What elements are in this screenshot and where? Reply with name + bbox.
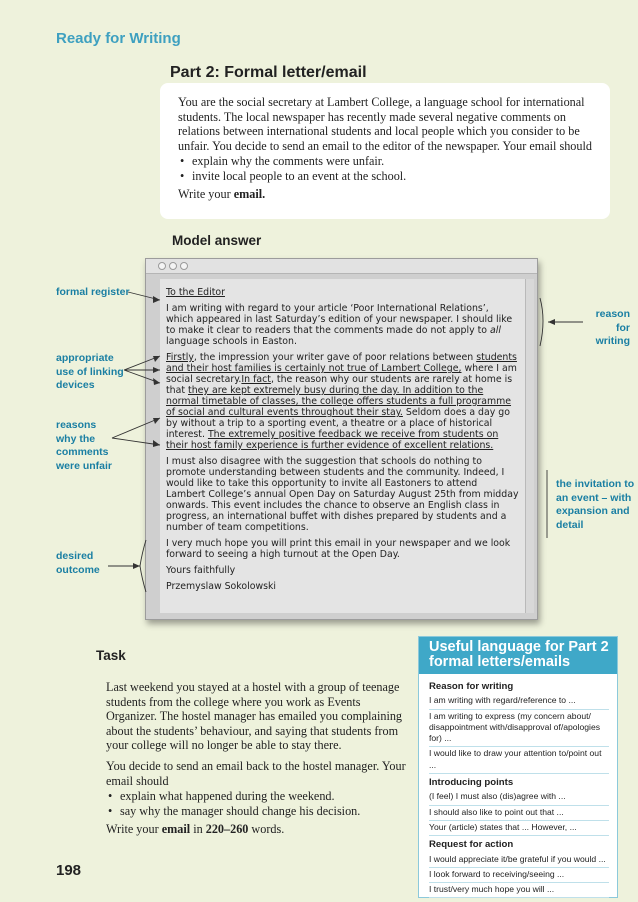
- useful-item: I am writing with regard/reference to ...: [429, 694, 609, 709]
- part-title: Part 2: Formal letter/email: [170, 64, 367, 81]
- useful-language-box: [418, 636, 618, 898]
- bracket-desired: [140, 540, 146, 592]
- task-instruction: Write your email in 220–260 words.: [106, 822, 285, 837]
- email-signature: Przemyslaw Sokolowski: [166, 581, 277, 592]
- useful-item: I look forward to receiving/seeing ...: [429, 868, 609, 883]
- useful-section-heading: Reason for writing: [429, 681, 514, 692]
- question-bullet: • explain why the comments were unfair.: [178, 154, 594, 169]
- annotation-reason-for-writing: reason for writing: [595, 308, 630, 347]
- useful-item: (I feel) I must also (dis)agree with ...: [429, 790, 609, 805]
- task-bullet: • say why the manager should change his decision.: [106, 804, 406, 819]
- useful-language-header: Useful language for Part 2 formal letters/emails: [419, 637, 617, 674]
- useful-language-body: [419, 674, 617, 898]
- email-paragraph-2: Firstly, the impression your writer gave of poor relations between students and their host families is certainly not true of Lambert College, where I am social secretary.In fact, the reason why our students are rarely at home is that they are kept extremely busy during the day. In addition to the normal timetable of classes, the college offers students a full programme of social and cultural events throughout their stay. Seldom does a day go by without a trip to a sporting event, a theatre or a place of historical interest. The extremely positive feedback we receive from students on their host family experience is further evidence of excellent relations.: [166, 352, 517, 451]
- section-heading: Ready for Writing: [56, 30, 181, 47]
- email-paragraph-3: I must also disagree with the suggestion that schools do nothing to promote understanding between students and the community. Indeed, I would like to take this opportunity to invite all Eastoners to attend Lambert College’s annual Open Day on Saturday August 25th from midday onwards. This event includes the chance to observe an English class in progress, an international buffet with dishes prepared by students and a number of team competitions.: [166, 456, 519, 533]
- annotation-linking-devices: appropriate use of linking devices: [56, 352, 124, 391]
- task-bullets: [106, 789, 406, 818]
- model-answer-title: Model answer: [172, 233, 262, 248]
- task-label: Task: [96, 648, 126, 663]
- question-instruction: Write your email.: [178, 187, 266, 201]
- question-bullet: • invite local people to an event at the school.: [178, 169, 594, 184]
- bracket-reason: [540, 298, 543, 346]
- question-paragraph: You are the social secretary at Lambert College, a language school for international students. The local newspaper has recently made several negative comments on relations between international students and local people which you consider to be unfair. You decide to send an email to the editor of the newspaper. Your email should: [178, 95, 592, 153]
- annotation-reasons: reasons why the comments were unfair: [56, 419, 113, 472]
- email-greeting: To the Editor: [166, 287, 225, 298]
- task-paragraph-2: You decide to send an email back to the hostel manager. Your email should: [106, 758, 406, 788]
- useful-item: I would like to draw your attention to/point out ...: [429, 747, 609, 774]
- annotation-desired-outcome: desired outcome: [56, 550, 100, 576]
- annotation-invitation: the invitation to an event – with expansion and detail: [556, 478, 635, 531]
- task-text: [106, 680, 406, 843]
- useful-item: I am writing to express (my concern about/ disappointment with/disapproval of/apologies for) ...: [429, 710, 609, 748]
- useful-item: Your (article) states that ... However, ...: [429, 821, 609, 836]
- email-closing: Yours faithfully: [166, 565, 236, 576]
- arrow-reasons-1: [112, 418, 160, 438]
- email-paragraph-1: I am writing with regard to your article ‘Poor International Relations’, which appeared in last Saturday’s edition of your newspaper. I should like to make it clear to readers that the comments made do not apply to all language schools in Easton.: [166, 303, 513, 347]
- page-number: 198: [56, 862, 82, 879]
- annotation-formal-register: formal register: [56, 286, 130, 298]
- useful-item: I should also like to point out that ...: [429, 806, 609, 821]
- task-bullet: • explain what happened during the weekend.: [106, 789, 406, 804]
- useful-item: I trust/very much hope you will ...: [429, 883, 609, 898]
- useful-item: I would appreciate it/be grateful if you would ...: [429, 853, 609, 868]
- useful-section-heading: Introducing points: [429, 777, 514, 789]
- arrow-reasons-2: [112, 438, 160, 445]
- email-paragraph-4: I very much hope you will print this email in your newspaper and we look forward to seeing a high turnout at the Open Day.: [166, 538, 511, 560]
- useful-section-heading: Request for action: [429, 839, 514, 851]
- task-paragraph-1: Last weekend you stayed at a hostel with a group of teenage students from the college where you work as Events Organizer. The hostel manager has emailed you complaining about the students’ behaviour, and saying that students from your college will no longer be able to stay there.: [106, 680, 403, 753]
